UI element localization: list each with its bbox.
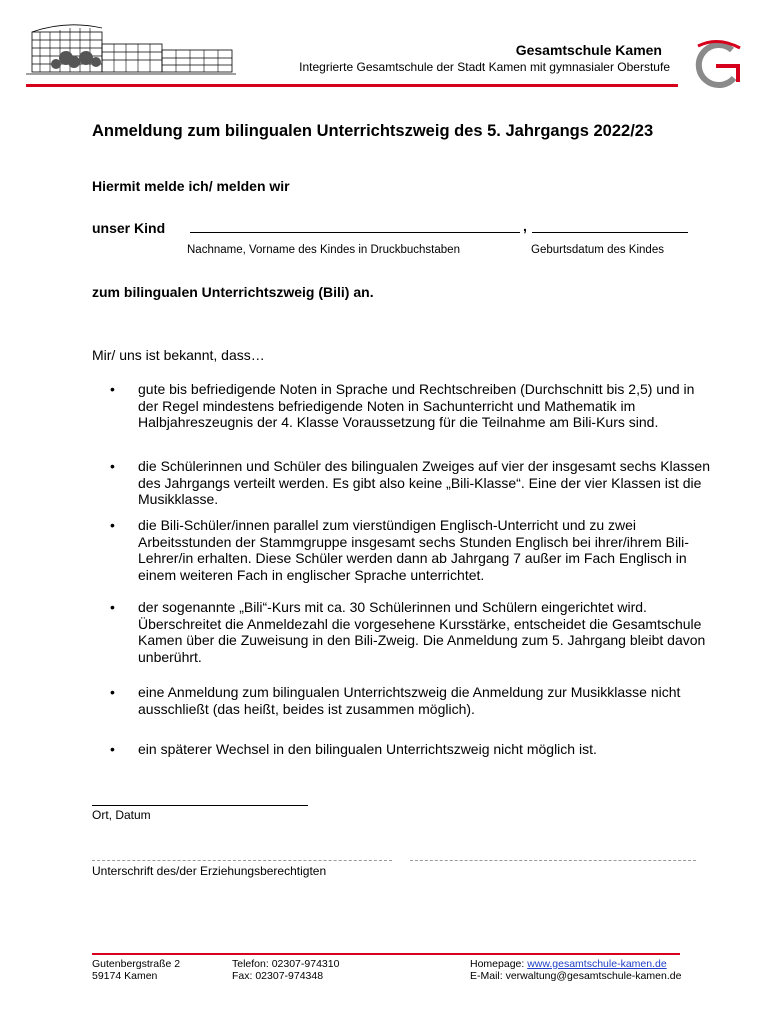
school-logo-g — [688, 38, 748, 90]
list-item-text: ein späterer Wechsel in den bilingualen Unterrichtszweig nicht möglich ist. — [138, 741, 597, 757]
bullet-symbol: • — [110, 458, 115, 474]
list-item-text: der sogenannte „Bili“-Kurs mit ca. 30 Schülerinnen und Schülern eingerichtet wird. Überschreitet die Anmeldezahl die vorgesehene Kursstärke, entscheidet die Gesamtschule Kamen über die Zuweisung in den Bili-Zweig. Die Anmeldung zum 5. Jahrgang bleibt davon unberührt. — [138, 599, 706, 665]
list-item-text: die Bili-Schüler/innen parallel zum vierstündigen Englisch-Unterricht und zu zwei Arbeitsstunden der Stammgruppe insgesamt sechs Stunden Englisch bei ihrer/ihrem Bili-Lehrer/in erhalten. Diese Schüler werden dann ab Jahrgang 7 außer im Fach Englisch in einem weiteren Fach in englischer Sprache unterrichtet. — [138, 517, 689, 583]
guardian-signature-field-2[interactable] — [410, 860, 696, 861]
guardian-signature-field-1[interactable] — [92, 860, 392, 861]
field-separator: , — [523, 218, 527, 234]
list-item — [110, 381, 710, 431]
footer-homepage-label: Homepage: — [470, 958, 528, 970]
place-date-field[interactable] — [92, 805, 308, 806]
bullet-symbol: • — [110, 599, 115, 615]
footer-phone: Telefon: 02307-974310 — [232, 958, 340, 970]
bullet-symbol: • — [110, 741, 115, 757]
header-divider — [26, 84, 678, 87]
list-item — [110, 741, 710, 758]
bullet-symbol: • — [110, 684, 115, 700]
child-name-caption: Nachname, Vorname des Kindes in Druckbuchstaben — [187, 244, 460, 256]
bullet-symbol: • — [110, 517, 115, 533]
bullet-symbol: • — [110, 381, 115, 397]
guardian-signature-caption: Unterschrift des/der Erziehungsberechtigten — [92, 864, 327, 878]
footer-contact — [232, 958, 339, 982]
list-item — [110, 684, 710, 717]
list-item-text: die Schülerinnen und Schüler des bilingualen Zweiges auf vier der insgesamt sechs Klassen des Jahrgangs verteilt werden. Es gibt also keine „Bili-Klasse“. Eine der vier Klassen ist die Musikklasse. — [138, 458, 710, 507]
list-item — [110, 458, 710, 508]
footer-city: 59174 Kamen — [92, 970, 158, 982]
footer-web — [470, 958, 681, 982]
list-item-text: eine Anmeldung zum bilingualen Unterrichtszweig die Anmeldung zur Musikklasse nicht ausschließt (das heißt, beides ist zusammen möglich). — [138, 684, 681, 717]
child-name-field[interactable] — [190, 232, 520, 233]
school-subtitle: Integrierte Gesamtschule der Stadt Kamen mit gymnasialer Oberstufe — [299, 60, 670, 74]
footer-street: Gutenbergstraße 2 — [92, 958, 181, 970]
school-building-illustration — [26, 18, 236, 80]
acknowledgement-intro: Mir/ uns ist bekannt, dass… — [92, 347, 265, 363]
place-date-caption: Ort, Datum — [92, 808, 151, 822]
child-dob-field[interactable] — [532, 232, 688, 233]
list-item — [110, 599, 710, 665]
footer-email: E-Mail: verwaltung@gesamtschule-kamen.de — [470, 970, 682, 982]
form-title: Anmeldung zum bilingualen Unterrichtszweig des 5. Jahrgangs 2022/23 — [92, 122, 654, 140]
footer-address — [92, 958, 180, 982]
bili-registration-line: zum bilingualen Unterrichtszweig (Bili) an. — [92, 284, 374, 300]
homepage-link[interactable]: www.gesamtschule-kamen.de — [527, 958, 667, 970]
footer-divider — [92, 953, 680, 955]
school-name: Gesamtschule Kamen — [515, 42, 662, 58]
list-item-text: gute bis befriedigende Noten in Sprache und Rechtschreiben (Durchschnitt bis 2,5) und in der Regel mindestens befriedigende Noten in Sachunterricht und Mathematik im Halbjahreszeugnis der 4. Klasse Voraussetzung für die Teilnahme am Bili-Kurs sind. — [138, 381, 695, 430]
list-item — [110, 517, 710, 583]
form-intro: Hiermit melde ich/ melden wir — [92, 178, 290, 194]
footer-fax: Fax: 02307-974348 — [232, 970, 324, 982]
child-dob-caption: Geburtsdatum des Kindes — [531, 244, 664, 256]
child-label: unser Kind — [92, 220, 166, 236]
